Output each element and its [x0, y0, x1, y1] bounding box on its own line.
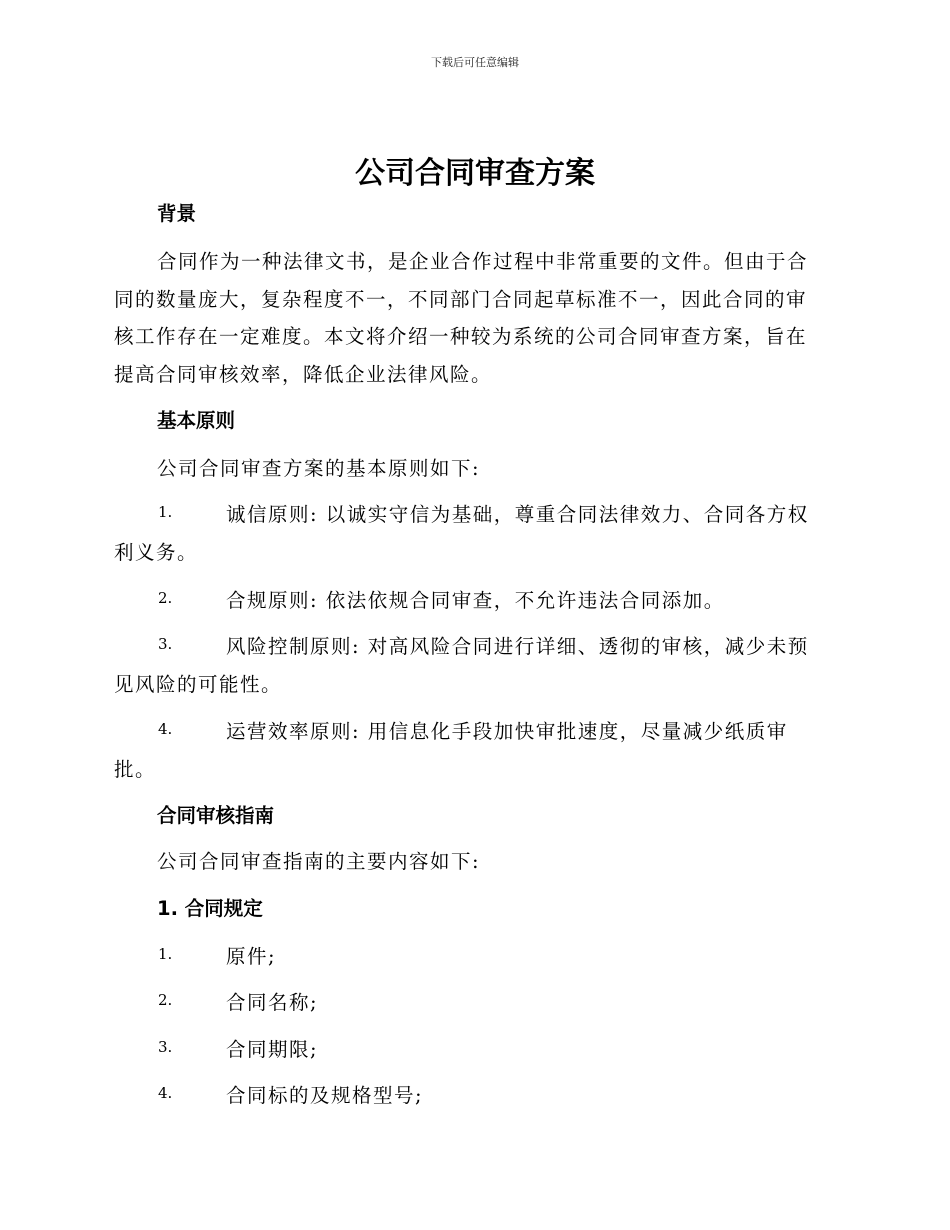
- paragraph-line: 核工作存在一定难度。本文将介绍一种较为系统的公司合同审查方案，旨在: [114, 325, 808, 348]
- section-heading-guide: 合同审核指南: [157, 804, 275, 827]
- list-number: 1.: [158, 503, 173, 521]
- paragraph-line: 合同作为一种法律文书，是企业合作过程中非常重要的文件。但由于合: [157, 250, 809, 273]
- list-item-text: 风险控制原则: 对高风险合同进行详细、透彻的审核，减少未预: [226, 635, 809, 658]
- list-number: 2.: [158, 991, 173, 1009]
- list-number: 4.: [158, 1084, 173, 1102]
- list-number: 3.: [158, 635, 173, 653]
- principles-intro: 公司合同审查方案的基本原则如下:: [157, 457, 481, 480]
- guide-intro: 公司合同审查指南的主要内容如下:: [157, 850, 481, 873]
- list-item-text: 合同期限;: [226, 1038, 319, 1061]
- list-item-text: 原件;: [226, 945, 277, 968]
- section-heading-background: 背景: [157, 202, 197, 225]
- paragraph-line: 同的数量庞大，复杂程度不一，不同部门合同起草标准不一，因此合同的审: [114, 288, 808, 311]
- section-heading-principles: 基本原则: [157, 409, 236, 432]
- list-number: 1.: [158, 945, 173, 963]
- document-title: 公司合同审查方案: [355, 156, 595, 191]
- header-note: 下载后可任意编辑: [431, 56, 519, 69]
- list-item-text: 见风险的可能性。: [114, 673, 283, 696]
- list-item-text: 利义务。: [114, 541, 199, 564]
- list-item-text: 运营效率原则: 用信息化手段加快审批速度，尽量减少纸质审: [226, 720, 788, 743]
- list-item-text: 诚信原则: 以诚实守信为基础，尊重合同法律效力、合同各方权: [226, 503, 809, 526]
- list-item-text: 合规原则: 依法依规合同审查，不允许违法合同添加。: [226, 589, 725, 612]
- list-item-text: 合同标的及规格型号;: [226, 1084, 424, 1107]
- list-number: 4.: [158, 720, 173, 738]
- sub-heading: 1. 合同规定: [157, 897, 263, 920]
- list-number: 2.: [158, 589, 173, 607]
- list-item-text: 合同名称;: [226, 991, 319, 1014]
- paragraph-line: 提高合同审核效率，降低企业法律风险。: [114, 363, 493, 386]
- list-item-text: 批。: [114, 758, 157, 781]
- list-number: 3.: [158, 1038, 173, 1056]
